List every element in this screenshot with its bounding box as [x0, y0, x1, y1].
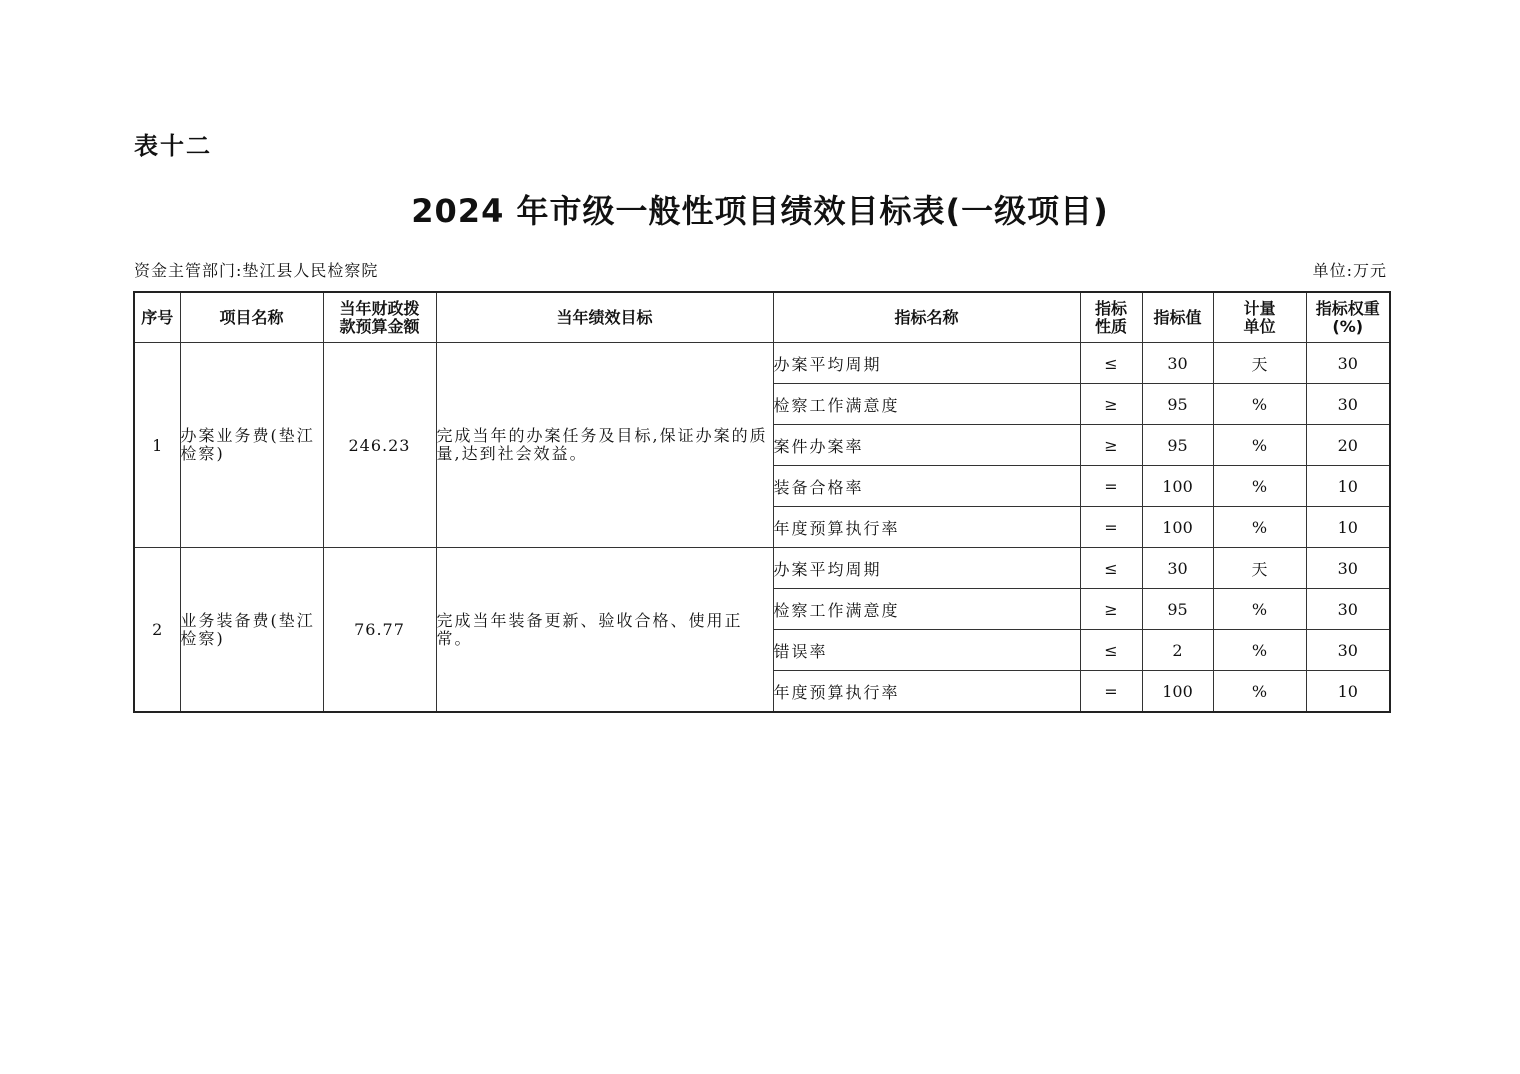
indicator-unit: 天 — [1213, 343, 1306, 384]
indicator-unit: % — [1213, 384, 1306, 425]
indicator-weight: 30 — [1306, 548, 1390, 589]
project-goal: 完成当年的办案任务及目标,保证办案的质量,达到社会效益。 — [436, 343, 773, 548]
indicator-unit: % — [1213, 671, 1306, 713]
performance-table — [133, 291, 1391, 713]
indicator-value: 100 — [1142, 507, 1213, 548]
indicator-nature: ≤ — [1080, 548, 1142, 589]
indicator-unit: % — [1213, 425, 1306, 466]
table-row — [134, 548, 1390, 589]
project-amount: 246.23 — [323, 343, 436, 548]
header-nature-line2: 性质 — [1094, 316, 1127, 336]
indicator-value: 95 — [1142, 589, 1213, 630]
indicator-nature: ≤ — [1080, 343, 1142, 384]
header-unit-line2: 单位 — [1243, 316, 1276, 336]
indicator-unit: 天 — [1213, 548, 1306, 589]
indicator-name: 年度预算执行率 — [773, 671, 1080, 713]
header-weight-line2: (%) — [1332, 316, 1364, 336]
indicator-weight: 20 — [1306, 425, 1390, 466]
header-goal: 当年绩效目标 — [436, 292, 773, 343]
indicator-name: 检察工作满意度 — [773, 384, 1080, 425]
project-name: 业务装备费(垫江检察) — [180, 548, 323, 713]
header-unit — [1213, 292, 1306, 343]
header-project-name: 项目名称 — [180, 292, 323, 343]
project-goal: 完成当年装备更新、验收合格、使用正常。 — [436, 548, 773, 713]
indicator-weight: 10 — [1306, 466, 1390, 507]
indicator-weight: 30 — [1306, 589, 1390, 630]
header-value: 指标值 — [1142, 292, 1213, 343]
department-line: 资金主管部门:垫江县人民检察院 — [134, 261, 379, 280]
indicator-nature: ≥ — [1080, 384, 1142, 425]
project-name: 办案业务费(垫江检察) — [180, 343, 323, 548]
indicator-value: 30 — [1142, 548, 1213, 589]
header-unit-line1: 计量 — [1243, 298, 1276, 318]
indicator-nature: = — [1080, 507, 1142, 548]
indicator-value: 100 — [1142, 466, 1213, 507]
indicator-name: 办案平均周期 — [773, 343, 1080, 384]
indicator-weight: 30 — [1306, 343, 1390, 384]
indicator-name: 案件办案率 — [773, 425, 1080, 466]
header-budget-line2: 款预算金额 — [339, 316, 420, 336]
header-budget — [323, 292, 436, 343]
indicator-unit: % — [1213, 589, 1306, 630]
indicator-unit: % — [1213, 630, 1306, 671]
header-seq: 序号 — [134, 292, 180, 343]
indicator-value: 100 — [1142, 671, 1213, 713]
indicator-weight: 10 — [1306, 507, 1390, 548]
indicator-nature: = — [1080, 466, 1142, 507]
header-weight-line1: 指标权重 — [1315, 298, 1380, 318]
indicator-nature: ≥ — [1080, 589, 1142, 630]
indicator-unit: % — [1213, 507, 1306, 548]
document-label: 表十二 — [134, 132, 212, 160]
indicator-nature: = — [1080, 671, 1142, 713]
indicator-value: 2 — [1142, 630, 1213, 671]
indicator-weight: 10 — [1306, 671, 1390, 713]
project-seq: 1 — [134, 343, 180, 548]
header-weight — [1306, 292, 1390, 343]
indicator-name: 办案平均周期 — [773, 548, 1080, 589]
header-budget-line1: 当年财政拨 — [339, 298, 420, 318]
indicator-nature: ≥ — [1080, 425, 1142, 466]
indicator-unit: % — [1213, 466, 1306, 507]
indicator-name: 错误率 — [773, 630, 1080, 671]
indicator-weight: 30 — [1306, 384, 1390, 425]
project-amount: 76.77 — [323, 548, 436, 713]
page-title: 2024 年市级一般性项目绩效目标表(一级项目) — [411, 192, 1109, 230]
table-row — [134, 343, 1390, 384]
header-nature-line1: 指标 — [1094, 298, 1127, 318]
indicator-name: 检察工作满意度 — [773, 589, 1080, 630]
indicator-value: 95 — [1142, 384, 1213, 425]
header-row — [134, 292, 1390, 343]
indicator-value: 30 — [1142, 343, 1213, 384]
indicator-name: 装备合格率 — [773, 466, 1080, 507]
header-nature — [1080, 292, 1142, 343]
unit-line: 单位:万元 — [1312, 261, 1387, 280]
project-seq: 2 — [134, 548, 180, 713]
indicator-weight: 30 — [1306, 630, 1390, 671]
header-indicator-name: 指标名称 — [773, 292, 1080, 343]
indicator-name: 年度预算执行率 — [773, 507, 1080, 548]
indicator-nature: ≤ — [1080, 630, 1142, 671]
indicator-value: 95 — [1142, 425, 1213, 466]
